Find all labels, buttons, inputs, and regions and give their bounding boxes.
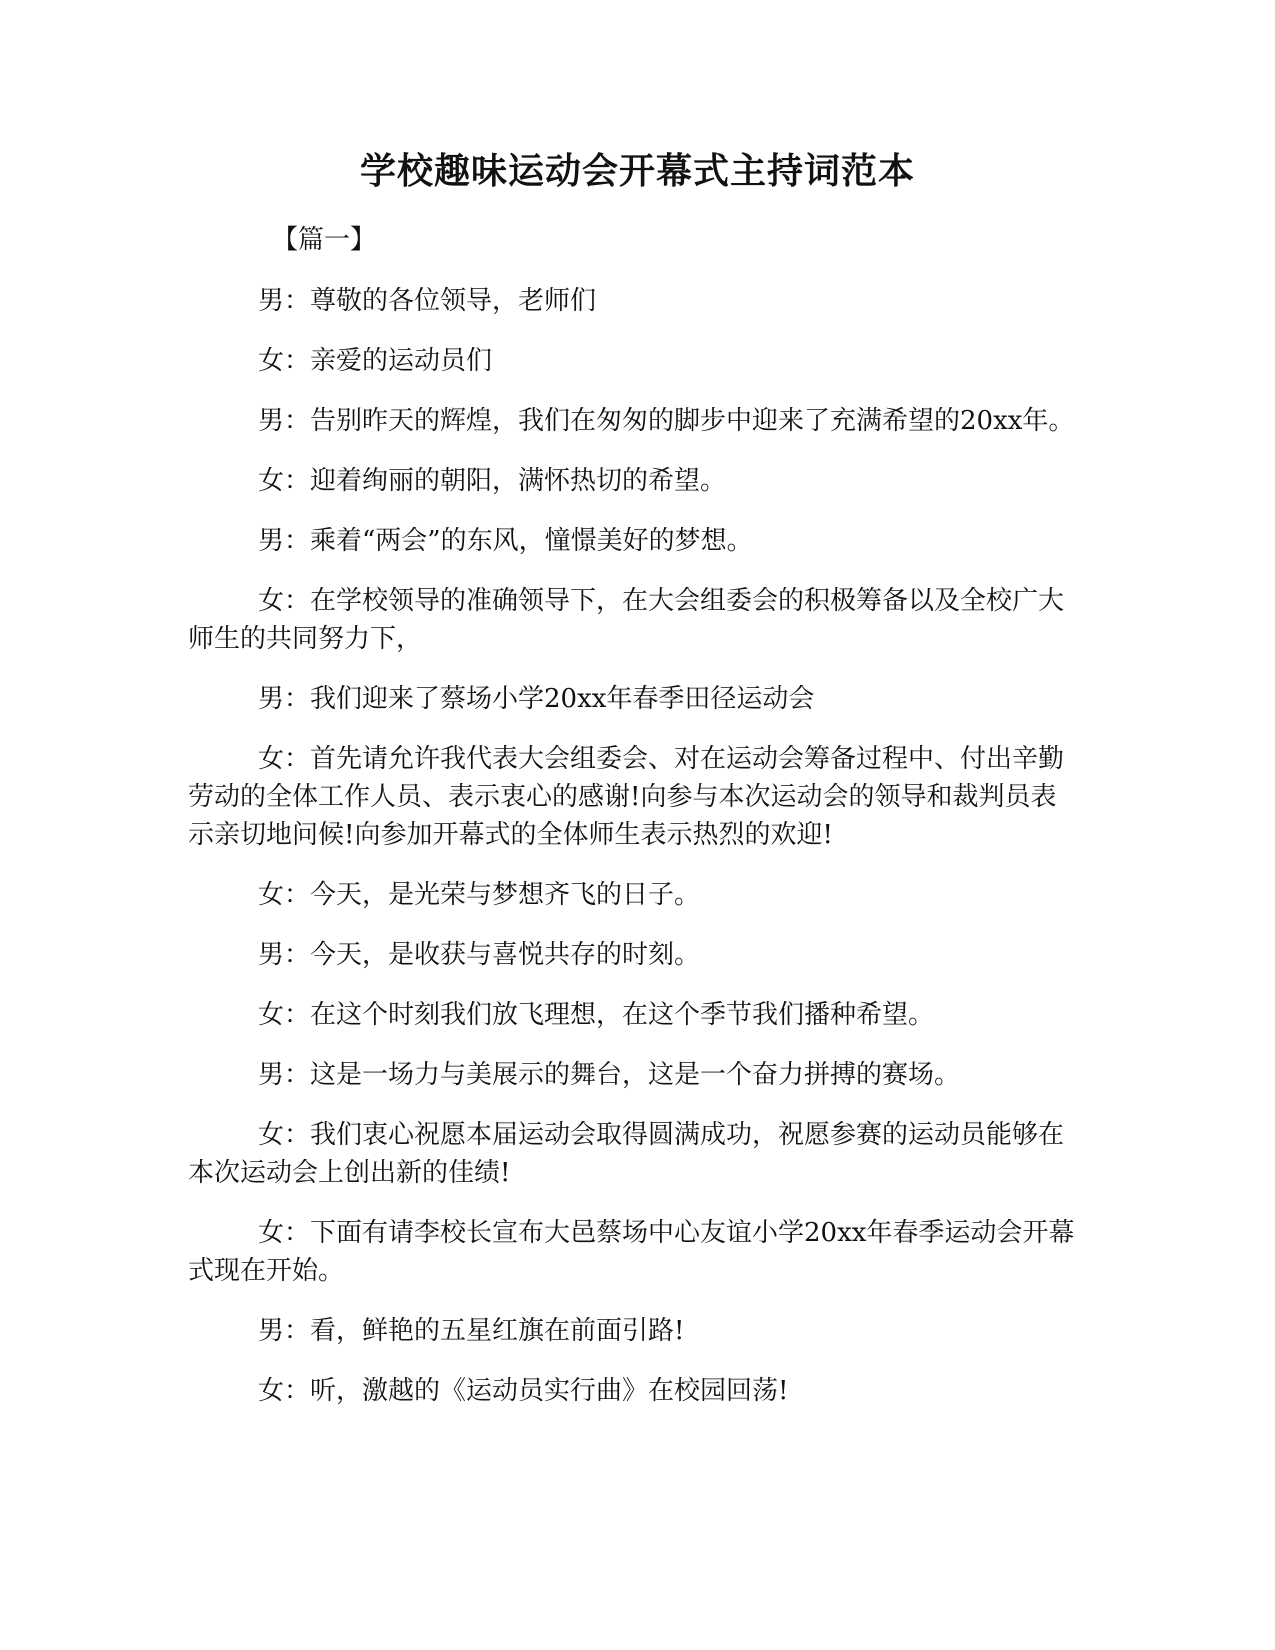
paragraph: 女：我们衷心祝愿本届运动会取得圆满成功，祝愿参赛的运动员能够在本次运动会上创出新的佳绩! xyxy=(188,1120,1065,1188)
paragraph: 女：在这个时刻我们放飞理想，在这个季节我们播种希望。 xyxy=(258,1000,935,1030)
paragraph: 女：听，激越的《运动员实行曲》在校园回荡! xyxy=(258,1376,789,1406)
paragraph: 女：亲爱的运动员们 xyxy=(258,346,493,376)
paragraph: 女：今天，是光荣与梦想齐飞的日子。 xyxy=(258,880,701,910)
document-title: 学校趣味运动会开幕式主持词范本 xyxy=(359,151,915,192)
section-label: 【篇一】 xyxy=(272,225,377,255)
paragraph: 男：尊敬的各位领导，老师们 xyxy=(258,286,597,316)
paragraph: 男：告别昨天的辉煌，我们在匆匆的脚步中迎来了充满希望的20xx年。 xyxy=(258,406,1075,436)
paragraph: 男：这是一场力与美展示的舞台，这是一个奋力拼搏的赛场。 xyxy=(258,1060,961,1090)
paragraph: 男：看，鲜艳的五星红旗在前面引路! xyxy=(258,1316,685,1346)
paragraph: 女：迎着绚丽的朝阳，满怀热切的希望。 xyxy=(258,466,727,496)
paragraph: 女：下面有请李校长宣布大邑蔡场中心友谊小学20xx年春季运动会开幕式现在开始。 xyxy=(188,1218,1075,1286)
paragraph: 男：今天，是收获与喜悦共存的时刻。 xyxy=(258,940,701,970)
paragraph: 女：首先请允许我代表大会组委会、对在运动会筹备过程中、付出辛勤劳动的全体工作人员、表示衷心的感谢!向参与本次运动会的领导和裁判员表示亲切地问候!向参加开幕式的全体师生表示热烈的欢迎! xyxy=(188,744,1065,850)
document-body xyxy=(188,282,1078,1432)
paragraph: 男：乘着“两会”的东风，憧憬美好的梦想。 xyxy=(258,526,753,556)
paragraph: 男：我们迎来了蔡场小学20xx年春季田径运动会 xyxy=(258,684,815,714)
paragraph: 女：在学校领导的准确领导下，在大会组委会的积极筹备以及全校广大师生的共同努力下， xyxy=(188,586,1065,654)
